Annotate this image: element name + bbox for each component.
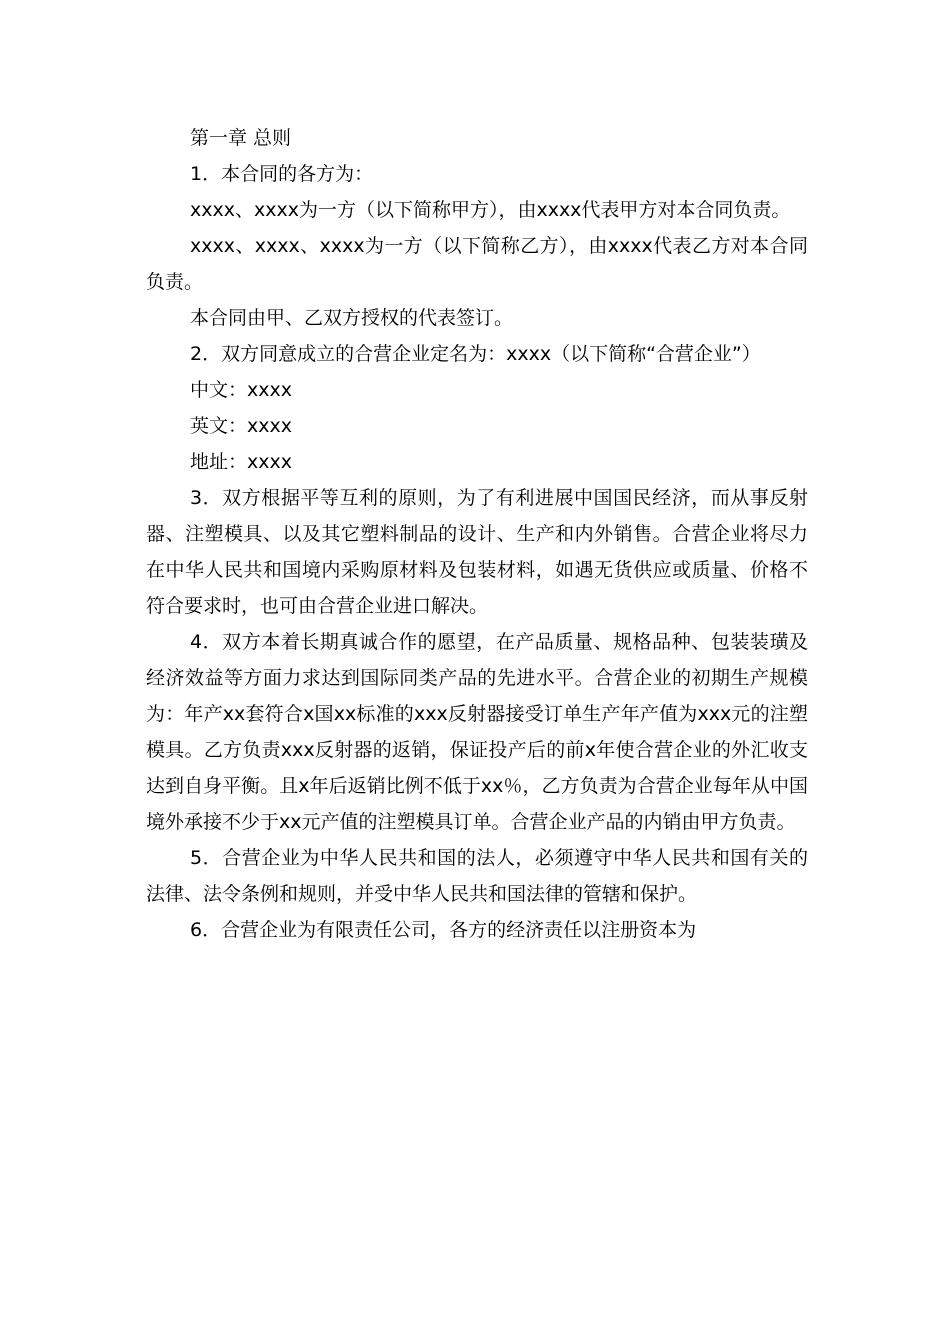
paragraph-english-name: 英文：xxxx — [190, 415, 292, 437]
paragraph-chinese-name: 中文：xxxx — [190, 379, 292, 401]
paragraph-4: 4．双方本着长期真诚合作的愿望，在产品质量、规格品种、包装装璜及经济效益等方面力求达到国际同类产品的先进水平。合营企业的初期生产规模为：年产xx套符合x国xx标准的xxx反射器接受订单生产年产值为xxx元的注塑模具。乙方负责xxx反射器的返销，保证投产后的前x年使合营企业的外汇收支达到自身平衡。且x年后返销比例不低于xx％，乙方负责为合营企业每年从中国境外承接不少于xx元产值的注塑模具订单。合营企业产品的内销由甲方负责。 — [146, 631, 808, 833]
paragraph-2: 2．双方同意成立的合营企业定名为：xxxx（以下简称“合营企业”） — [190, 343, 761, 365]
paragraph-1: 1．本合同的各方为： — [190, 163, 374, 185]
paragraph-party-b: xxxx、xxxx、xxxx为一方（以下简称乙方），由xxxx代表乙方对本合同负责。 — [146, 235, 808, 293]
paragraph-party-a: xxxx、xxxx为一方（以下简称甲方），由xxxx代表甲方对本合同负责。 — [190, 199, 791, 221]
paragraph-signing: 本合同由甲、乙双方授权的代表签订。 — [190, 307, 514, 329]
paragraph-address: 地址：xxxx — [190, 451, 292, 473]
paragraph-5: 5．合营企业为中华人民共和国的法人，必须遵守中华人民共和国有关的法律、法令条例和规则，并受中华人民共和国法律的管辖和保护。 — [146, 847, 808, 905]
paragraph-3: 3．双方根据平等互利的原则，为了有利进展中国国民经济，而从事反射器、注塑模具、以及其它塑料制品的设计、生产和内外销售。合营企业将尽力在中华人民共和国境内采购原材料及包装材料，如遇无货供应或质量、价格不符合要求时，也可由合营企业进口解决。 — [146, 487, 808, 617]
document-body — [146, 120, 808, 948]
chapter-heading: 第一章 总则 — [190, 127, 292, 149]
paragraph-6: 6．合营企业为有限责任公司，各方的经济责任以注册资本为 — [190, 919, 697, 941]
